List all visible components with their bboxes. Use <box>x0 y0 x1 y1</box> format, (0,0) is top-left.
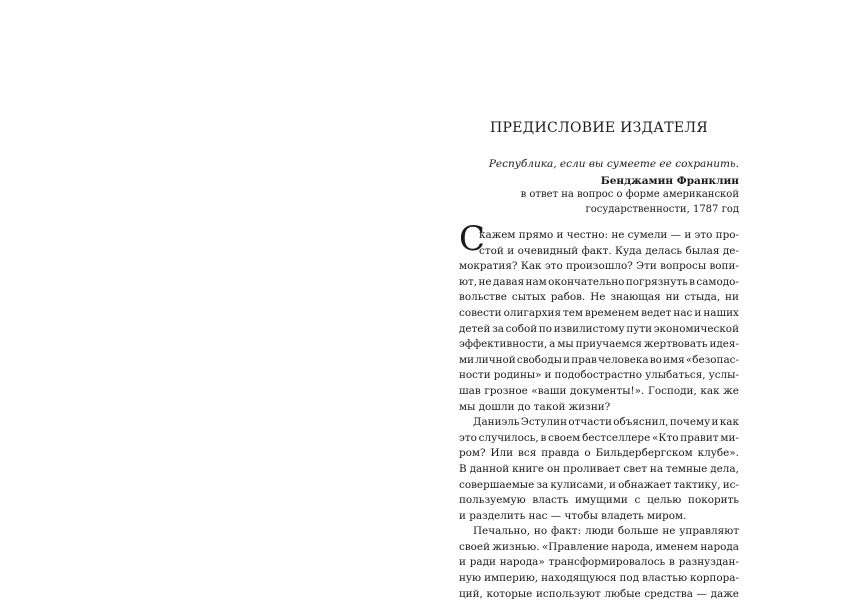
page-title: ПРЕДИСЛОВИЕ ИЗДАТЕЛЯ <box>490 120 708 136</box>
epigraph-note-line: государственности, 1787 год <box>585 204 739 215</box>
text-line: мы дошли до такой жизни? <box>459 400 611 413</box>
text-line: своей жизнью. «Правление народа, именем народа <box>459 540 739 553</box>
text-line: вольстве сытых рабов. Не знающая ни стыда, ни <box>459 291 739 304</box>
body-text <box>459 228 739 602</box>
text-line: ром? Или вся правда о Бильдербергском клубе». <box>459 447 739 460</box>
text-line: пользуемую власть имущими с целью покорить <box>459 494 739 507</box>
text-line: стой и очевидный факт. Куда делась былая де- <box>479 244 739 257</box>
text-line: совести олигархия тем временем ведет нас и наших <box>459 306 739 319</box>
text-line: это случилось, в своем бестселлере «Кто правит ми- <box>459 431 739 444</box>
text-line: и ради народа» трансформировалось в разнуздан- <box>459 556 739 569</box>
text-line: В данной книге он проливает свет на темные дела, <box>459 462 739 475</box>
text-line: ную империю, находящуюся под властью корпора- <box>459 572 739 585</box>
text-line: ций, которые используют любые средства — даже <box>459 587 739 600</box>
epigraph-quote: Республика, если вы сумеете ее сохранить. <box>488 158 739 170</box>
epigraph-author: Бенджамин Франклин <box>600 175 739 187</box>
text-line: ности родины» и подобострастно улыбаться, услы- <box>459 369 739 382</box>
text-line: совершаемые за кулисами, и обнажает тактику, ис- <box>459 478 739 491</box>
text-line: шав грозное «ваши документы!». Господи, как же <box>459 384 739 397</box>
text-line: детей за собой по извилистому пути экономической <box>459 322 739 335</box>
text-line: и разделить нас — чтобы владеть миром. <box>459 509 687 522</box>
text-line: мократия? Как это произошло? Эти вопросы вопи- <box>459 260 739 273</box>
text-line: ют, не давая нам окончательно погрязнуть в самодо- <box>459 275 739 288</box>
text-line: ми личной свободы и прав человека во имя «безопас- <box>459 353 739 366</box>
epigraph-note-line: в ответ на вопрос о форме американской <box>520 189 739 200</box>
epigraph <box>439 158 739 217</box>
text-line: Даниэль Эстулин отчасти объяснил, почему и как <box>473 416 739 429</box>
drop-cap: С <box>459 219 486 259</box>
text-line: эффективности, а мы приучаемся жертвовать идея- <box>459 338 739 351</box>
text-line: кажем прямо и честно: не сумели — и это про- <box>479 229 739 241</box>
text-line: Печально, но факт: люди больше не управляют <box>473 525 739 538</box>
